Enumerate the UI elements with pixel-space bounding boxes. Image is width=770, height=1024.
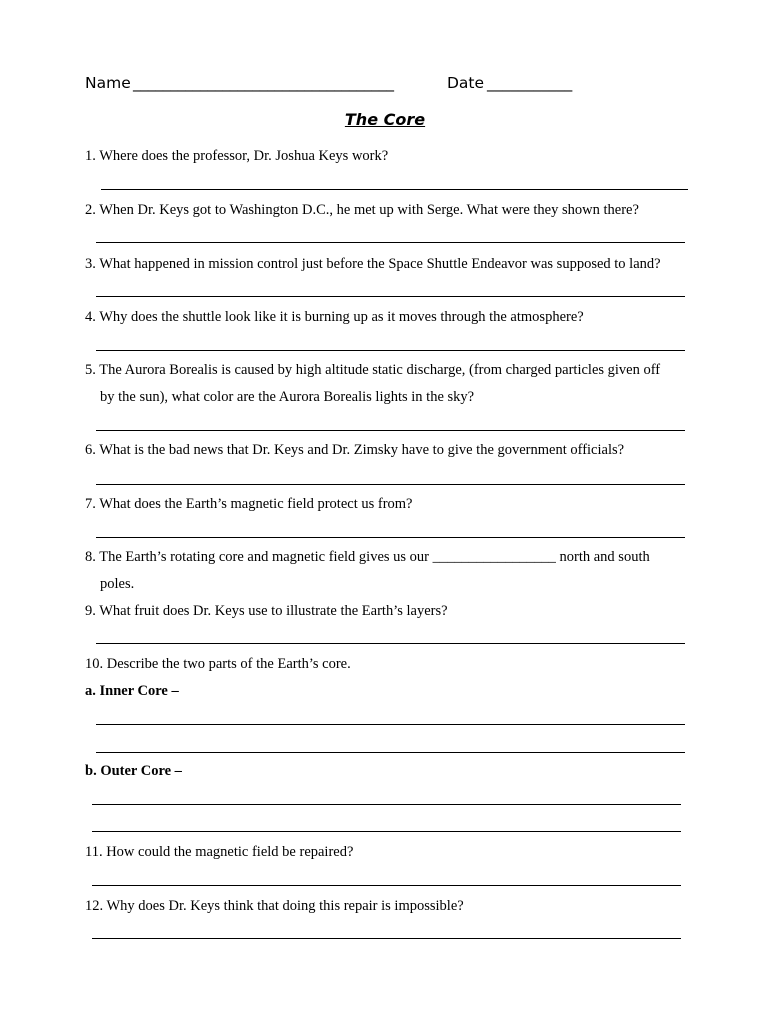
question-8-continued: poles. xyxy=(100,576,135,592)
answer-line-6[interactable] xyxy=(96,484,685,485)
question-6: 6. What is the bad news that Dr. Keys and Dr. Zimsky have to give the government officials? xyxy=(85,442,625,458)
name-field[interactable]: ___________________________________ xyxy=(133,74,394,92)
question-11: 11. How could the magnetic field be repaired? xyxy=(85,844,354,860)
answer-line-9[interactable] xyxy=(96,643,685,644)
question-9: 9. What fruit does Dr. Keys use to illustrate the Earth’s layers? xyxy=(85,603,448,619)
answer-line-4[interactable] xyxy=(96,350,685,351)
answer-line-1[interactable] xyxy=(101,189,688,190)
question-8: 8. The Earth’s rotating core and magnetic field gives us our _________________ north and south xyxy=(85,549,650,565)
page-title: The Core xyxy=(344,110,426,129)
name-label: Name xyxy=(85,74,131,92)
answer-line-inner-core-1[interactable] xyxy=(96,724,685,725)
question-3: 3. What happened in mission control just before the Space Shuttle Endeavor was supposed to land? xyxy=(85,256,661,272)
answer-line-3[interactable] xyxy=(96,296,685,297)
question-7: 7. What does the Earth’s magnetic field protect us from? xyxy=(85,496,413,512)
question-1: 1. Where does the professor, Dr. Joshua Keys work? xyxy=(85,148,389,164)
question-5: 5. The Aurora Borealis is caused by high altitude static discharge, (from charged particles given off xyxy=(85,362,661,378)
answer-line-outer-core-1[interactable] xyxy=(92,804,681,805)
answer-line-inner-core-2[interactable] xyxy=(96,752,685,753)
outer-core-label: b. Outer Core – xyxy=(85,763,182,779)
date-field[interactable]: ___________ xyxy=(487,74,573,92)
question-10: 10. Describe the two parts of the Earth’s core. xyxy=(85,656,351,672)
answer-line-12[interactable] xyxy=(92,938,681,939)
question-2: 2. When Dr. Keys got to Washington D.C., he met up with Serge. What were they shown there? xyxy=(85,202,639,218)
question-5-continued: by the sun), what color are the Aurora Borealis lights in the sky? xyxy=(100,389,475,405)
answer-line-outer-core-2[interactable] xyxy=(92,831,681,832)
question-12: 12. Why does Dr. Keys think that doing this repair is impossible? xyxy=(85,898,464,914)
answer-line-2[interactable] xyxy=(96,242,685,243)
inner-core-label: a. Inner Core – xyxy=(85,683,179,699)
date-label: Date xyxy=(447,74,485,92)
answer-line-11[interactable] xyxy=(92,885,681,886)
answer-line-7[interactable] xyxy=(96,537,685,538)
answer-line-5[interactable] xyxy=(96,430,685,431)
question-4: 4. Why does the shuttle look like it is burning up as it moves through the atmosphere? xyxy=(85,309,584,325)
